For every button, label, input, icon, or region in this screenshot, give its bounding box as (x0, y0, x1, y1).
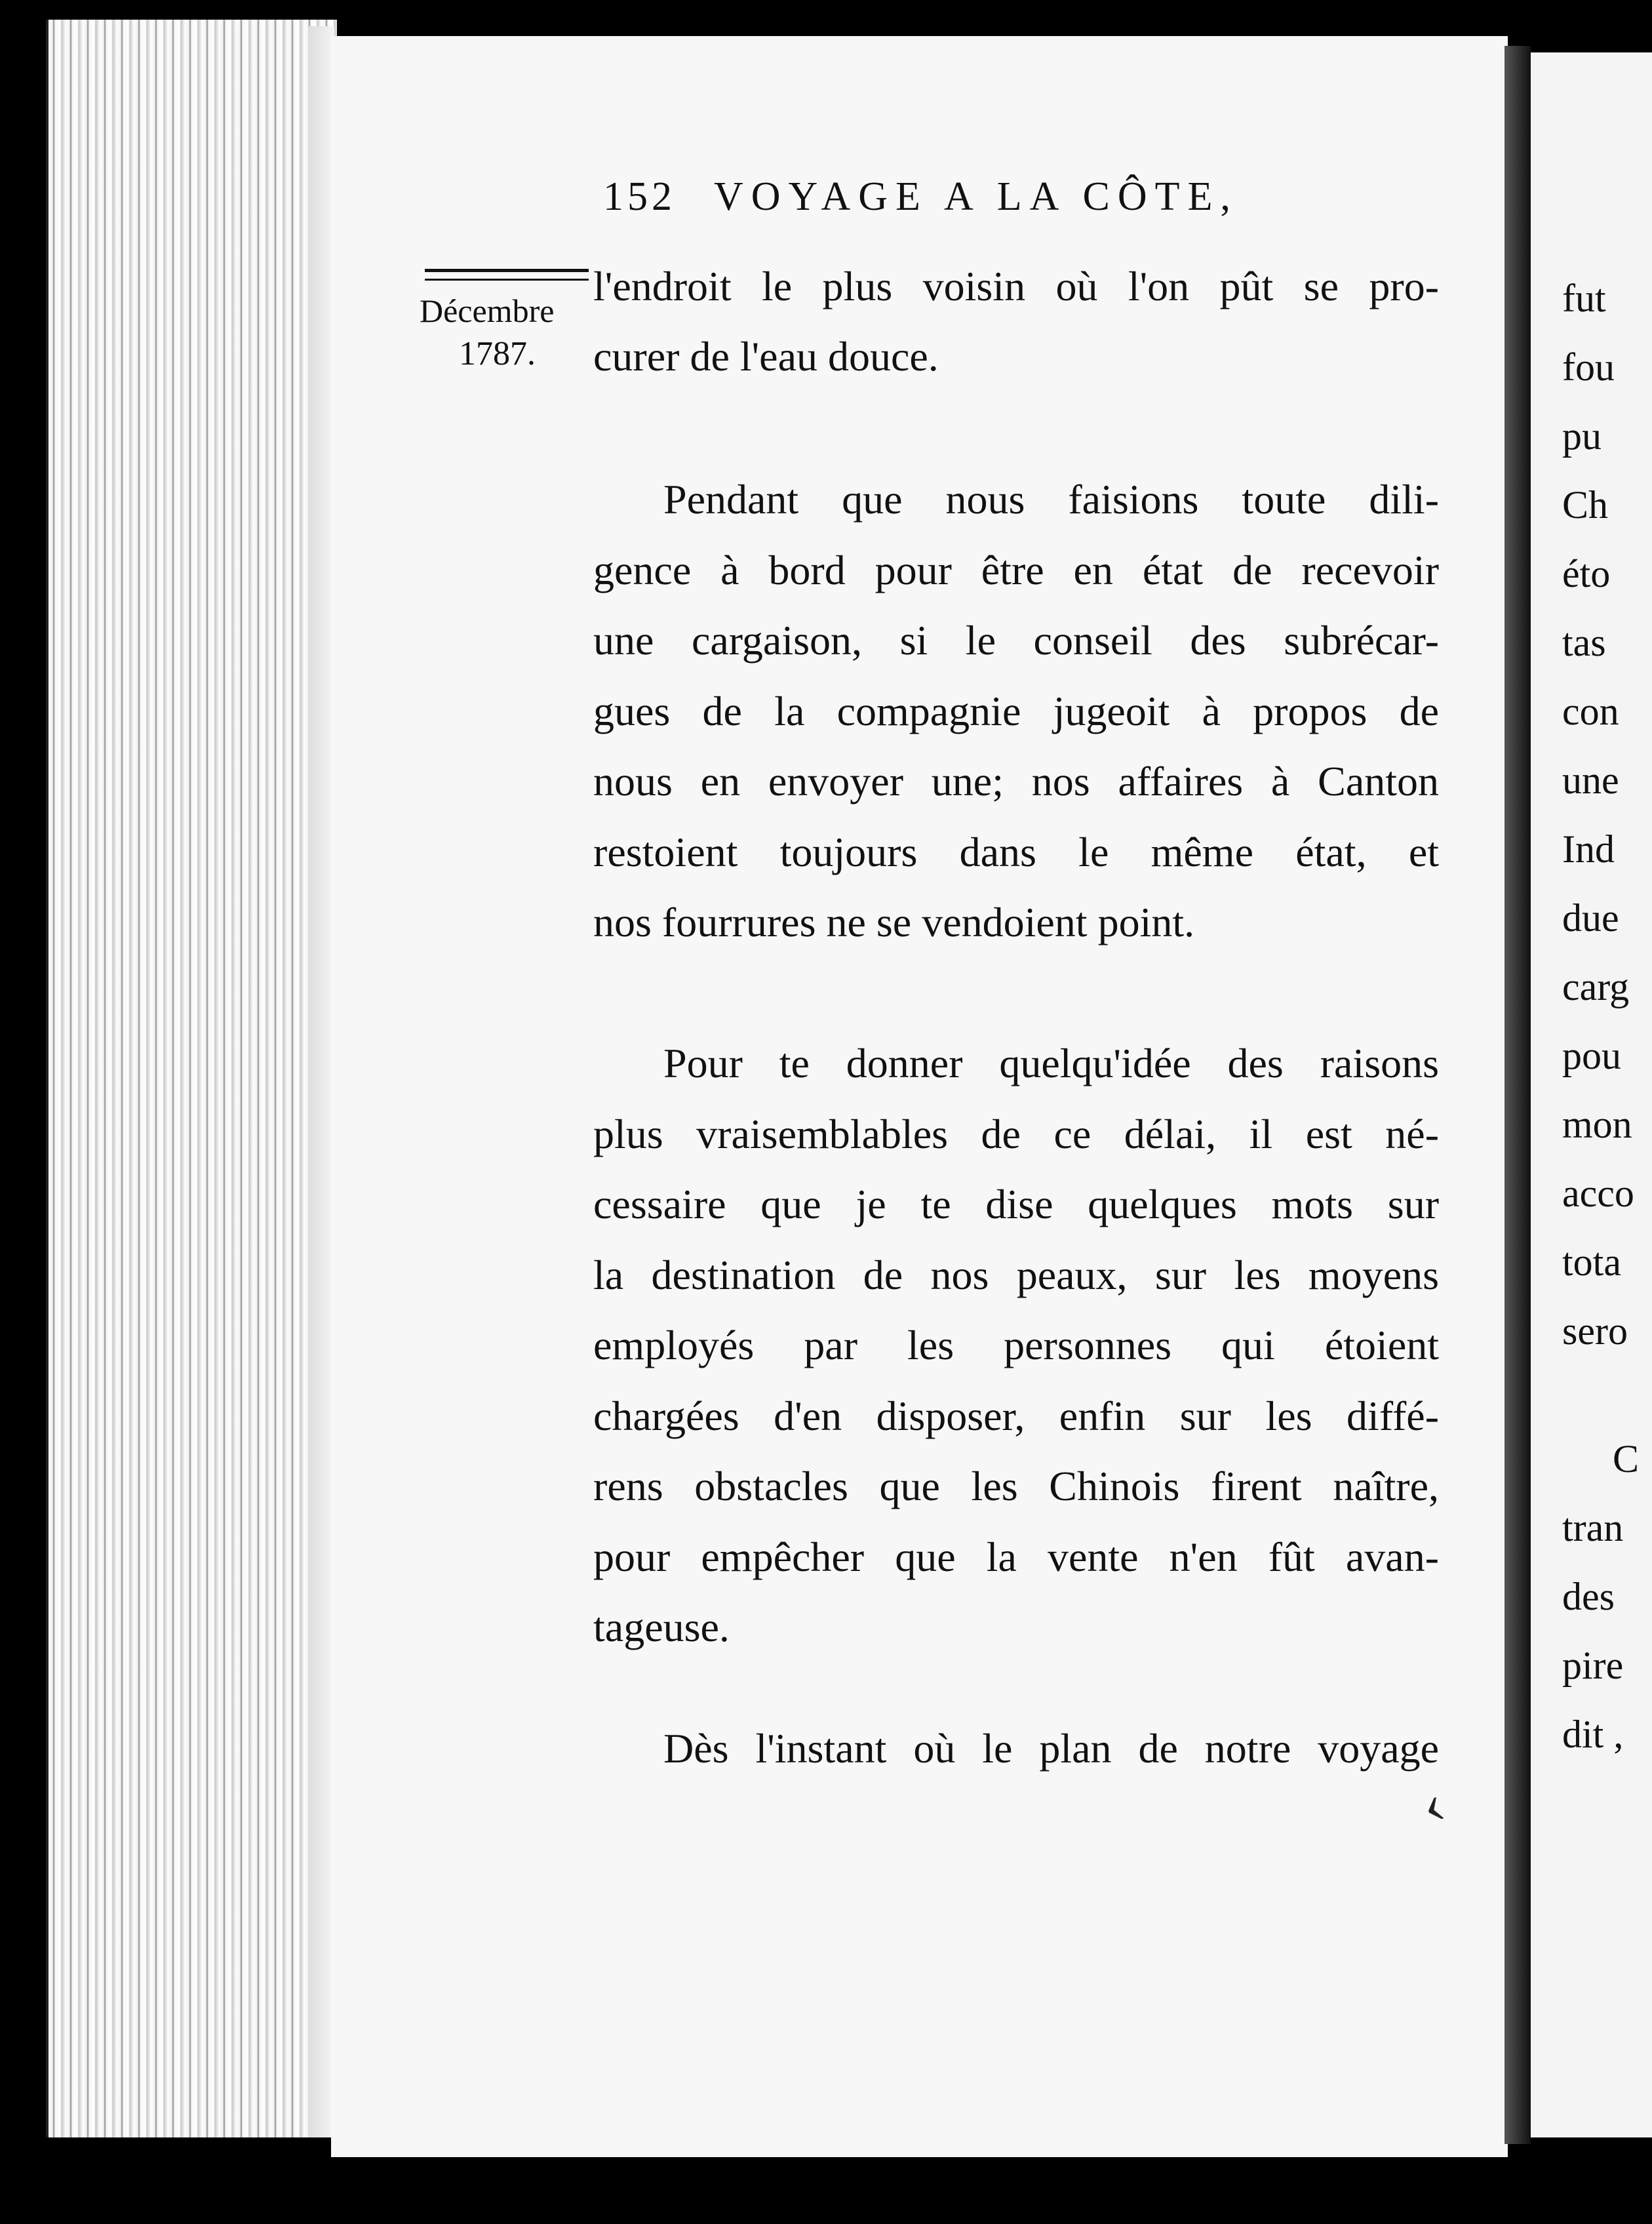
next-page-line: tran (1562, 1506, 1624, 1549)
text-line: plus vraisemblables de ce délai, il est né- (593, 1111, 1439, 1157)
running-title: VOYAGE A LA CÔTE, (714, 174, 1238, 219)
next-page-line: Ch (1562, 483, 1609, 526)
text-line: Pour te donner quelqu'idée des raisons (663, 1040, 1439, 1086)
text-line: nos fourrures ne se vendoient point. (593, 899, 1195, 945)
text-line: la destination de nos peaux, sur les moyens (593, 1252, 1439, 1298)
text-line: rens obstacles que les Chinois firent naître, (593, 1463, 1439, 1509)
next-page-line: éto (1562, 552, 1611, 595)
next-page-line: sero (1562, 1309, 1628, 1353)
book-gutter (1504, 46, 1531, 2144)
next-page-line: dit , (1562, 1713, 1624, 1756)
text-line: tageuse. (593, 1604, 730, 1650)
text-line: gence à bord pour être en état de recevoir (593, 547, 1439, 593)
next-page-line: Ind (1562, 827, 1615, 871)
next-page-line: tas (1562, 621, 1606, 664)
next-page (1531, 52, 1652, 2137)
margin-rule (425, 269, 589, 281)
text-line: Dès l'instant où le plan de notre voyage (663, 1725, 1439, 1772)
next-page-line: des (1562, 1575, 1615, 1618)
margin-note-month: Décembre (420, 292, 555, 329)
page-edges (46, 20, 337, 2137)
ink-mark: ‹ (1411, 1770, 1453, 1838)
text-line: une cargaison, si le conseil des subrécar- (593, 617, 1439, 664)
text-line: l'endroit le plus voisin où l'on pût se pro- (593, 263, 1439, 309)
next-page-line: pou (1562, 1034, 1621, 1077)
next-page-line: une (1562, 759, 1619, 802)
text-line: employés par les personnes qui étoient (593, 1322, 1439, 1368)
margin-note-year: 1787. (459, 335, 536, 372)
next-page-line: con (1562, 690, 1619, 733)
text-line: pour empêcher que la vente n'en fût avan- (593, 1534, 1439, 1580)
page-edges-shadow (308, 26, 334, 2137)
text-line: gues de la compagnie jugeoit à propos de (593, 688, 1439, 734)
next-page-line: fou (1562, 346, 1615, 389)
next-page-line: C (1613, 1437, 1640, 1480)
next-page-line: due (1562, 896, 1619, 940)
text-line: Pendant que nous faisions toute dili- (663, 476, 1439, 523)
next-page-line: mon (1562, 1103, 1632, 1146)
text-line: chargées d'en disposer, enfin sur les diffé- (593, 1393, 1439, 1439)
next-page-line: carg (1562, 965, 1630, 1008)
text-line: nous en envoyer une; nos affaires à Canton (593, 758, 1439, 804)
next-page-line: tota (1562, 1241, 1621, 1284)
next-page-line: acco (1562, 1172, 1634, 1215)
text-line: cessaire que je te dise quelques mots sur (593, 1181, 1439, 1227)
next-page-line: pu (1562, 414, 1602, 458)
text-line: restoient toujours dans le même état, et (593, 829, 1439, 875)
running-header (603, 174, 1238, 220)
next-page-line: fut (1562, 277, 1606, 320)
page-number: 152 (603, 174, 676, 219)
next-page-line: pire (1562, 1644, 1624, 1687)
text-line: curer de l'eau douce. (593, 333, 939, 380)
